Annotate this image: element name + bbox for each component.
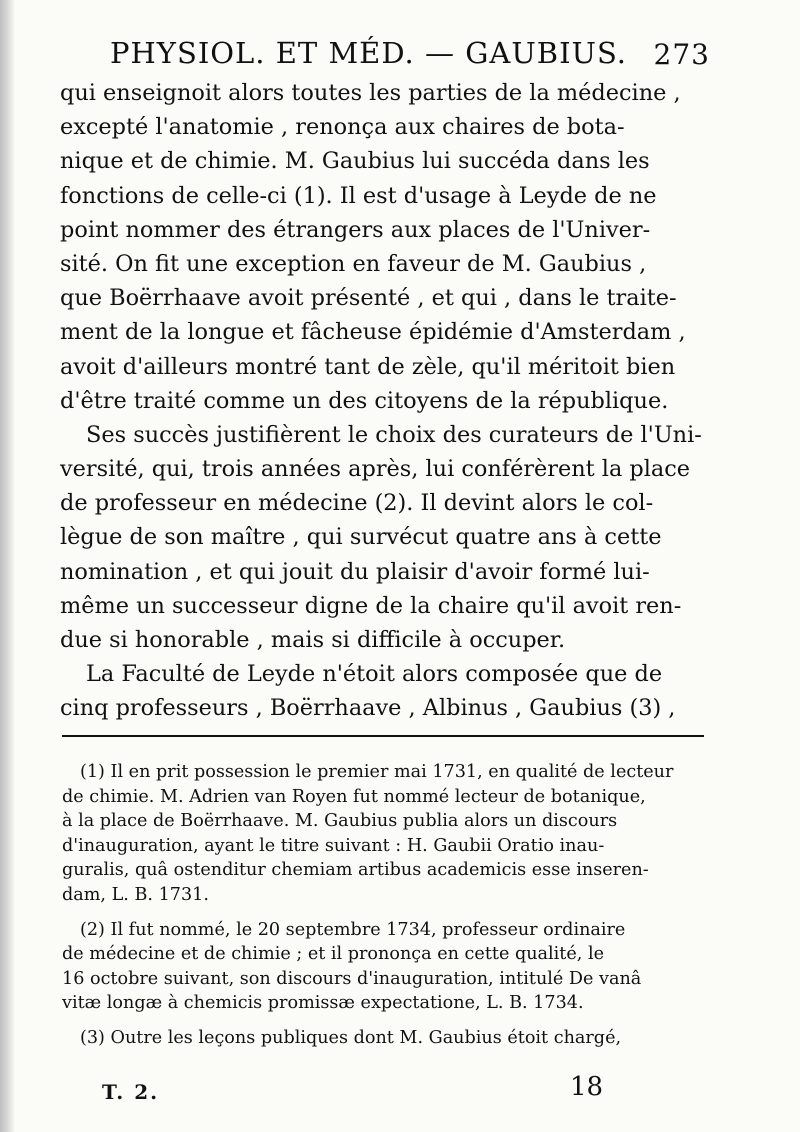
running-title: PHYSIOL. ET MÉD. — GAUBIUS. bbox=[110, 36, 628, 70]
footnote-line: (1) Il en prit possession le premier mai 1731, en qualité de lecteur bbox=[80, 762, 674, 782]
page-edge-shadow bbox=[0, 0, 14, 1132]
footnote-line: d'inauguration, ayant le titre suivant : H. Gaubii Oratio inau- bbox=[62, 835, 605, 856]
text-line: La Faculté de Leyde n'étoit alors composée que de bbox=[86, 661, 663, 688]
signature-line bbox=[102, 1072, 602, 1102]
main-text bbox=[60, 76, 704, 726]
text-line: lègue de son maître , qui survécut quatre ans à cette bbox=[60, 524, 662, 551]
page-number: 273 bbox=[653, 38, 710, 71]
footnote-line: guralis, quâ ostenditur chemiam artibus academicis esse inseren- bbox=[62, 860, 649, 881]
gathering-number: 18 bbox=[570, 1072, 604, 1102]
footnote-line: (2) Il fut nommé, le 20 septembre 1734, professeur ordinaire bbox=[80, 919, 626, 940]
text-line: excepté l'anatomie , renonça aux chaires de bota- bbox=[60, 114, 625, 141]
text-line: point nommer des étrangers aux places de l'Univer- bbox=[60, 216, 651, 243]
text-line: de professeur en médecine (2). Il devint alors le col- bbox=[60, 490, 654, 517]
footnotes bbox=[62, 760, 702, 1051]
text-line: nomination , et qui jouit du plaisir d'avoir formé lui- bbox=[60, 558, 650, 585]
text-line: due si honorable , mais si difficile à occuper. bbox=[60, 627, 566, 653]
text-line: versité, qui, trois années après, lui conférèrent la place bbox=[60, 456, 691, 483]
signature-mark: T. 2. bbox=[102, 1080, 160, 1104]
text-line: que Boërrhaave avoit présenté , et qui , dans le traite- bbox=[60, 285, 677, 312]
text-line: d'être traité comme un des citoyens de la république. bbox=[60, 387, 669, 414]
footnote-line: dam, L. B. 1731. bbox=[62, 884, 209, 905]
text-line: qui enseignoit alors toutes les parties de la médecine , bbox=[60, 80, 681, 106]
text-line: fonctions de celle-ci (1). Il est d'usage à Leyde de ne bbox=[60, 182, 657, 209]
footnote-rule bbox=[62, 735, 704, 737]
running-header bbox=[110, 36, 710, 80]
footnote-line: (3) Outre les leçons publiques dont M. Gaubius étoit chargé, bbox=[80, 1027, 622, 1048]
text-line: même un successeur digne de la chaire qu'il avoit ren- bbox=[60, 592, 682, 619]
text-line: ment de la longue et fâcheuse épidémie d'Amsterdam , bbox=[60, 319, 686, 346]
text-line: avoit d'ailleurs montré tant de zèle, qu'il méritoit bien bbox=[60, 353, 676, 380]
footnote-line: à la place de Boërrhaave. M. Gaubius publia alors un discours bbox=[62, 811, 618, 832]
text-line: nique et de chimie. M. Gaubius lui succéda dans les bbox=[60, 148, 650, 175]
footnote-line: vitæ longæ à chemicis promissæ expectatione, L. B. 1734. bbox=[62, 993, 584, 1014]
footnote-line: de chimie. M. Adrien van Royen fut nommé lecteur de botanique, bbox=[62, 786, 646, 807]
footnote-line: 16 octobre suivant, son discours d'inauguration, intitulé De vanâ bbox=[62, 968, 642, 989]
text-line: cinq professeurs , Boërrhaave , Albinus , Gaubius (3) , bbox=[60, 695, 676, 722]
footnote-line: de médecine et de chimie ; et il prononça en cette qualité, le bbox=[62, 944, 605, 965]
text-line: Ses succès justifièrent le choix des curateurs de l'Uni- bbox=[86, 421, 702, 448]
text-line: sité. On fit une exception en faveur de M. Gaubius , bbox=[60, 250, 647, 277]
